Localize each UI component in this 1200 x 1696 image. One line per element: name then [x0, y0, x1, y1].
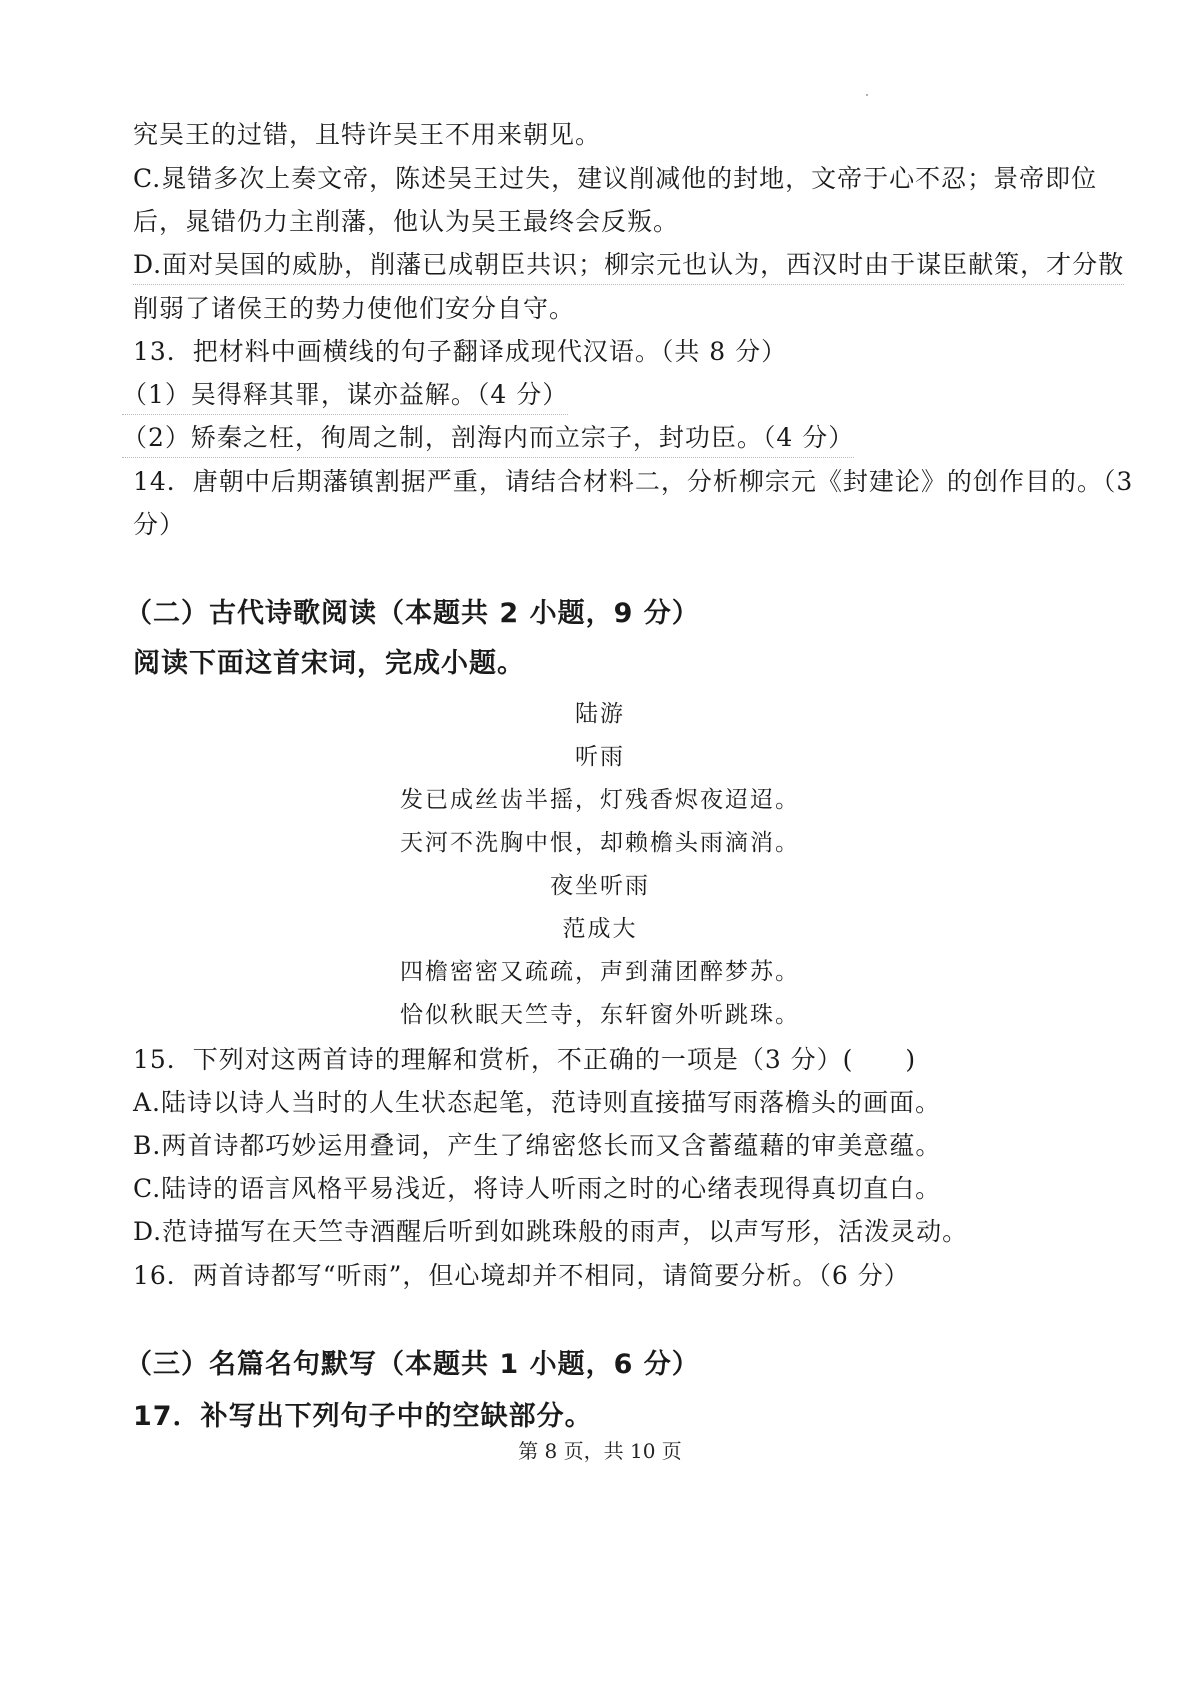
- poem-1-author: 陆游: [575, 701, 625, 727]
- question-14-line-1: 14．唐朝中后期藩镇割据严重，请结合材料二，分析柳宗元《封建论》的创作目的。（3: [133, 467, 1134, 496]
- option-d-line-1: D.面对吴国的威胁，削藩已成朝臣共识；柳宗元也认为，西汉时由于谋臣献策，才分散: [133, 248, 1124, 285]
- option-d-line-2: 削弱了诸侯王的势力使他们安分自守。: [133, 294, 576, 323]
- question-13-part-2: （2）矫秦之枉，徇周之制，剖海内而立宗子，封功臣。（4 分）: [122, 421, 854, 458]
- question-15-option-b: B.两首诗都巧妙运用叠词，产生了绵密悠长而又含蓄蕴藉的审美意蕴。: [133, 1131, 942, 1160]
- option-b-continuation: 究吴王的过错，且特许吴王不用来朝见。: [133, 120, 602, 149]
- poem-2-line-1: 四檐密密又疏疏，声到蒲团醉梦苏。: [400, 959, 800, 985]
- section-2-heading: （二）古代诗歌阅读（本题共 2 小题，9 分）: [125, 598, 700, 629]
- poem-1-line-1: 发已成丝齿半摇，灯残香烬夜迢迢。: [400, 787, 800, 813]
- question-17: 17．补写出下列句子中的空缺部分。: [133, 1401, 593, 1432]
- poem-1-line-2: 天河不洗胸中恨，却赖檐头雨滴消。: [400, 830, 800, 856]
- question-15-option-d: D.范诗描写在天竺寺酒醒后听到如跳珠般的雨声，以声写形，活泼灵动。: [133, 1217, 969, 1246]
- poem-2-line-2: 恰似秋眠天竺寺，东轩窗外听跳珠。: [400, 1002, 800, 1028]
- question-14-line-2: 分）: [133, 510, 186, 539]
- question-15-option-a: A.陆诗以诗人当时的人生状态起笔，范诗则直接描写雨落檐头的画面。: [133, 1088, 942, 1117]
- option-c-line-2: 后，晁错仍力主削藩，他认为吴王最终会反叛。: [133, 207, 680, 236]
- question-13: 13．把材料中画横线的句子翻译成现代汉语。（共 8 分）: [133, 337, 788, 366]
- scan-speck: [866, 94, 868, 96]
- question-13-part-1: （1）吴得释其罪，谋亦益解。（4 分）: [122, 378, 568, 415]
- section-3-heading: （三）名篇名句默写（本题共 1 小题，6 分）: [125, 1349, 700, 1380]
- poem-1-title: 听雨: [575, 744, 625, 770]
- question-15-stem: 15．下列对这两首诗的理解和赏析，不正确的一项是（3 分）( ): [133, 1045, 917, 1074]
- question-16: 16．两首诗都写“听雨”，但心境却并不相同，请简要分析。（6 分）: [133, 1261, 910, 1290]
- option-c-line-1: C.晁错多次上奏文帝，陈述吴王过失，建议削减他的封地，文帝于心不忍；景帝即位: [133, 164, 1098, 193]
- section-2-intro: 阅读下面这首宋词，完成小题。: [133, 648, 525, 679]
- poem-2-title: 夜坐听雨: [550, 873, 650, 899]
- poem-2-author: 范成大: [562, 916, 638, 942]
- page-footer: 第 8 页，共 10 页: [518, 1439, 682, 1463]
- question-15-option-c: C.陆诗的语言风格平易浅近，将诗人听雨之时的心绪表现得真切直白。: [133, 1174, 942, 1203]
